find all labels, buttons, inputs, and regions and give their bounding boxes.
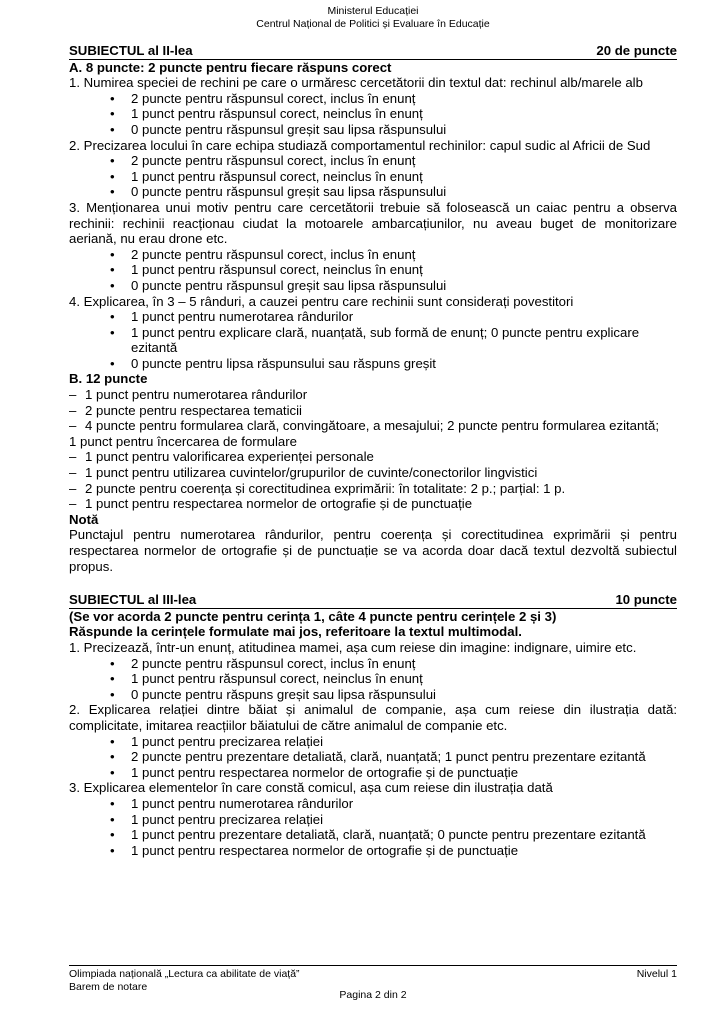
footer-row: [69, 968, 677, 981]
scoring-item: – 2 puncte pentru respectarea tematicii: [69, 403, 677, 419]
scoring-item: – 2 puncte pentru coerența și corectitudinea exprimării: în totalitate: 2 p.; parțial: 1 p.: [69, 481, 677, 497]
section-3-intro-points: (Se vor acorda 2 puncte pentru cerința 1, câte 4 puncte pentru cerințele 2 și 3): [69, 608, 557, 624]
scoring-item: • 0 puncte pentru răspuns greșit sau lipsa răspunsului: [115, 687, 677, 703]
s2-q4-scoring-list: [69, 309, 677, 371]
scoring-item: • 1 punct pentru răspunsul corect, neinclus în enunț: [115, 106, 677, 122]
ministry-name: Ministerul Educației: [327, 5, 419, 17]
note-heading: Notă: [69, 511, 99, 527]
scoring-item: – 1 punct pentru valorificarea experienței personale: [69, 449, 677, 465]
section-2-title: SUBIECTUL al II-lea: [69, 43, 193, 58]
page-content: [69, 43, 677, 858]
section-spacer: [69, 574, 677, 592]
part-b-heading: B. 12 puncte: [69, 371, 148, 387]
scoring-item: • 0 puncte pentru răspunsul greșit sau lipsa răspunsului: [115, 122, 677, 138]
center-name: Centrul Național de Politici și Evaluare în Educație: [256, 18, 490, 30]
s2-q3-scoring-list: [69, 247, 677, 294]
scoring-item: • 1 punct pentru respectarea normelor de ortografie și de punctuație: [115, 843, 677, 859]
page-number: Pagina 2 din 2: [339, 989, 407, 1001]
scoring-item: • 1 punct pentru explicare clară, nuanțată, sub formă de enunț; 0 puncte pentru explicare ezitantă: [115, 325, 677, 356]
s3-question-1: 1. Precizează, într-un enunț, atitudinea mamei, așa cum reiese din imagine: indignare, uimire etc.: [69, 639, 637, 655]
s2-question-4: 4. Explicarea, în 3 – 5 rânduri, a cauzei pentru care rechinii sunt considerați povestitori: [69, 293, 574, 309]
s3-q2-scoring-list: [69, 734, 677, 781]
scoring-item: • 1 punct pentru răspunsul corect, neinclus în enunț: [115, 262, 677, 278]
section-3-points: 10 puncte: [615, 592, 677, 608]
olympiad-name: Olimpiada națională „Lectura ca abilitate de viață”: [69, 968, 300, 980]
scoring-item: • 2 puncte pentru răspunsul corect, inclus în enunț: [115, 247, 677, 263]
level-label: Nivelul 1: [636, 968, 677, 980]
section-3-title: SUBIECTUL al III-lea: [69, 592, 197, 608]
s3-q1-scoring-list: [69, 656, 677, 703]
scoring-item: • 0 puncte pentru lipsa răspunsului sau răspuns greșit: [115, 356, 677, 372]
scoring-item: • 0 puncte pentru răspunsul greșit sau lipsa răspunsului: [115, 184, 677, 200]
scoring-item: • 1 punct pentru precizarea relației: [115, 812, 677, 828]
s2-question-3: 3. Menționarea unui motiv pentru care cercetătorii trebuie să folosească un caiac pentru a observa rechinii: rechinii reacționau ciudat la motoarele ambarcațiunilor, nu aveau buget de monitorizare aeriană, nu erau drone etc.: [69, 199, 677, 247]
scoring-item: – 1 punct pentru numerotarea rândurilor: [69, 387, 677, 403]
s2-q1-scoring-list: [69, 91, 677, 138]
document-page: [69, 0, 677, 1024]
scoring-item: • 1 punct pentru numerotarea rândurilor: [115, 309, 677, 325]
scoring-item: • 1 punct pentru răspunsul corect, neinclus în enunț: [115, 671, 677, 687]
scoring-item: 1 punct pentru încercarea de formulare: [69, 433, 297, 449]
s3-q3-scoring-list: [69, 796, 677, 858]
scoring-item: – 1 punct pentru utilizarea cuvintelor/grupurilor de cuvinte/conectorilor lingvistici: [69, 465, 677, 481]
s2-q2-scoring-list: [69, 153, 677, 200]
scoring-item: • 2 puncte pentru răspunsul corect, inclus în enunț: [115, 153, 677, 169]
scoring-item: • 0 puncte pentru răspunsul greșit sau lipsa răspunsului: [115, 278, 677, 294]
page-header: [69, 5, 677, 31]
scoring-item: • 2 puncte pentru răspunsul corect, inclus în enunț: [115, 656, 677, 672]
section-3-title-row: [69, 592, 677, 609]
barem-label: Barem de notare: [69, 981, 148, 993]
s3-question-2: 2. Explicarea relației dintre băiat și animalul de companie, așa cum reiese din ilustrația dată: complicitate, imitarea reacțiilor băiatului de către animalul de companie etc.: [69, 702, 677, 733]
section-3-intro-instruction: Răspunde la cerințele formulate mai jos, referitoare la textul multimodal.: [69, 624, 522, 640]
scoring-item: • 2 puncte pentru prezentare detaliată, clară, nuanțată; 1 punct pentru prezentare ezitantă: [115, 749, 677, 765]
part-a-heading: A. 8 puncte: 2 puncte pentru fiecare răspuns corect: [69, 59, 392, 75]
section-2-points: 20 de puncte: [596, 43, 677, 58]
part-b-scoring-list: [69, 387, 677, 512]
scoring-item: • 1 punct pentru precizarea relației: [115, 734, 677, 750]
scoring-item: • 1 punct pentru prezentare detaliată, clară, nuanțată; 0 puncte pentru prezentare ezitantă: [115, 827, 677, 843]
scoring-item: • 2 puncte pentru răspunsul corect, inclus în enunț: [115, 91, 677, 107]
s3-question-3: 3. Explicarea elementelor în care constă comicul, așa cum reiese din ilustrația dată: [69, 780, 553, 796]
s2-question-2: 2. Precizarea locului în care echipa studiază comportamentul rechinilor: capul sudic al Africii de Sud: [69, 137, 651, 153]
scoring-item: • 1 punct pentru numerotarea rândurilor: [115, 796, 677, 812]
scoring-item: – 4 puncte pentru formularea clară, convingătoare, a mesajului; 2 puncte pentru formularea ezitantă;: [69, 418, 677, 434]
s2-question-1: 1. Numirea speciei de rechini pe care o urmăresc cercetătorii din textul dat: rechinul alb/marele alb: [69, 75, 643, 91]
note-text: Punctajul pentru numerotarea rândurilor, pentru coerența și corectitudinea exprimării și pentru respectarea normelor de ortografie și de punctuație se va acorda doar dacă textul dezvoltă subiectul propus.: [69, 527, 677, 574]
section-2-title-row: [69, 43, 677, 60]
scoring-item: • 1 punct pentru respectarea normelor de ortografie și de punctuație: [115, 765, 677, 781]
scoring-item: – 1 punct pentru respectarea normelor de ortografie și de punctuație: [69, 496, 677, 512]
scoring-item: • 1 punct pentru răspunsul corect, neinclus în enunț: [115, 169, 677, 185]
